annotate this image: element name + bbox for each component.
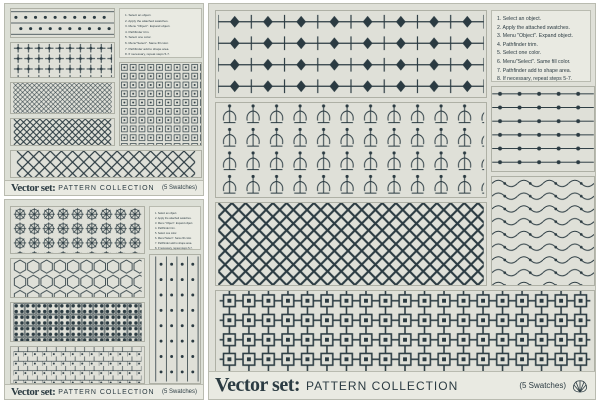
swatch-woven-lattice[interactable] (215, 202, 487, 286)
swatch-panel-side-column[interactable] (119, 62, 202, 146)
brand-subtitle: PATTERN COLLECTION (58, 388, 155, 396)
brand-title: Vector set: (11, 182, 56, 194)
instruction-step: 4. Pathfinder trim. (125, 29, 150, 34)
swatch-large-lattice[interactable] (10, 150, 202, 178)
bottom-left-panel (4, 199, 204, 400)
bottom-left-footer (5, 384, 203, 399)
instruction-step: 6. Menu"Select". Same fill color. (155, 237, 192, 240)
instruction-step: 4. Pathfinder trim. (497, 41, 538, 48)
swatch-beaded-stripes[interactable] (491, 86, 595, 172)
instruction-step: 3. Menu "Object". Expand object. (155, 222, 194, 225)
instruction-step: 4. Pathfinder trim. (155, 227, 176, 230)
top-left-footer (5, 180, 203, 195)
swatch-count: (5 Swatches) (519, 381, 566, 390)
brand-title: Vector set: (11, 386, 56, 398)
shell-icon (571, 379, 589, 393)
instruction-step: 2. Apply the attached swatches. (155, 217, 192, 220)
swatch-chain-diamond-rows[interactable] (215, 10, 487, 98)
swatch-star-rosette-grid[interactable] (10, 206, 145, 254)
instruction-step: 6. Menu"Select". Same fill color. (125, 40, 169, 45)
instruction-step: 3. Menu "Object". Expand object. (125, 24, 171, 29)
instruction-step: 1. Select an object. (155, 212, 178, 215)
instruction-step: 5. Select one color. (155, 232, 178, 235)
instruction-box-top-left (119, 8, 202, 58)
instruction-step: 8. If necessary, repeat steps 5-7. (155, 247, 193, 250)
swatch-clover-grid[interactable] (10, 302, 145, 342)
swatch-diagonal-weave[interactable] (10, 118, 115, 146)
brand-subtitle: PATTERN COLLECTION (306, 378, 459, 393)
swatch-ornate-band[interactable] (10, 8, 115, 38)
swatch-brick-dots[interactable] (10, 346, 145, 384)
instruction-box-bottom-left (149, 206, 201, 250)
instruction-step: 7. Pathfinder add to shape area. (155, 242, 193, 245)
main-panel (208, 3, 596, 400)
top-left-panel (4, 3, 204, 196)
instruction-step: 3. Menu "Object". Expand object. (497, 33, 574, 40)
instruction-step: 6. Menu"Select". Same fill color. (497, 58, 571, 65)
instruction-step: 7. Pathfinder add to shape area. (125, 46, 170, 51)
instruction-step: 5. Select one color. (497, 50, 542, 57)
instruction-step: 1. Select an object. (497, 16, 542, 22)
swatch-count: (5 Swatches) (161, 389, 197, 395)
swatch-chain-column[interactable] (149, 254, 201, 384)
instruction-box-main (491, 10, 591, 82)
instruction-step: 8. If necessary, repeat steps 5-7. (497, 76, 573, 83)
instruction-step: 2. Apply the attached swatches. (125, 18, 169, 23)
instruction-step: 8. If necessary, repeat steps 5-7. (125, 52, 170, 57)
swatch-fine-diagonal-mesh[interactable] (10, 82, 115, 114)
brand-title: Vector set: (215, 374, 301, 396)
swatch-fleur-de-lis-grid[interactable] (215, 102, 487, 198)
instruction-step: 1. Select an object. (125, 13, 152, 17)
swatch-honeycomb-rows[interactable] (10, 258, 145, 298)
swatch-dotted-waves[interactable] (491, 176, 595, 286)
swatch-square-chain-border[interactable] (215, 290, 595, 372)
swatch-count: (5 Swatches) (161, 185, 197, 191)
main-footer (209, 371, 595, 399)
swatch-floral-cross-grid[interactable] (10, 42, 115, 78)
instruction-step: 7. Pathfinder add to shape area. (497, 67, 572, 74)
instruction-step: 2. Apply the attached swatches. (497, 24, 570, 31)
brand-subtitle: PATTERN COLLECTION (58, 184, 155, 192)
instruction-step: 5. Select one color. (125, 35, 152, 40)
